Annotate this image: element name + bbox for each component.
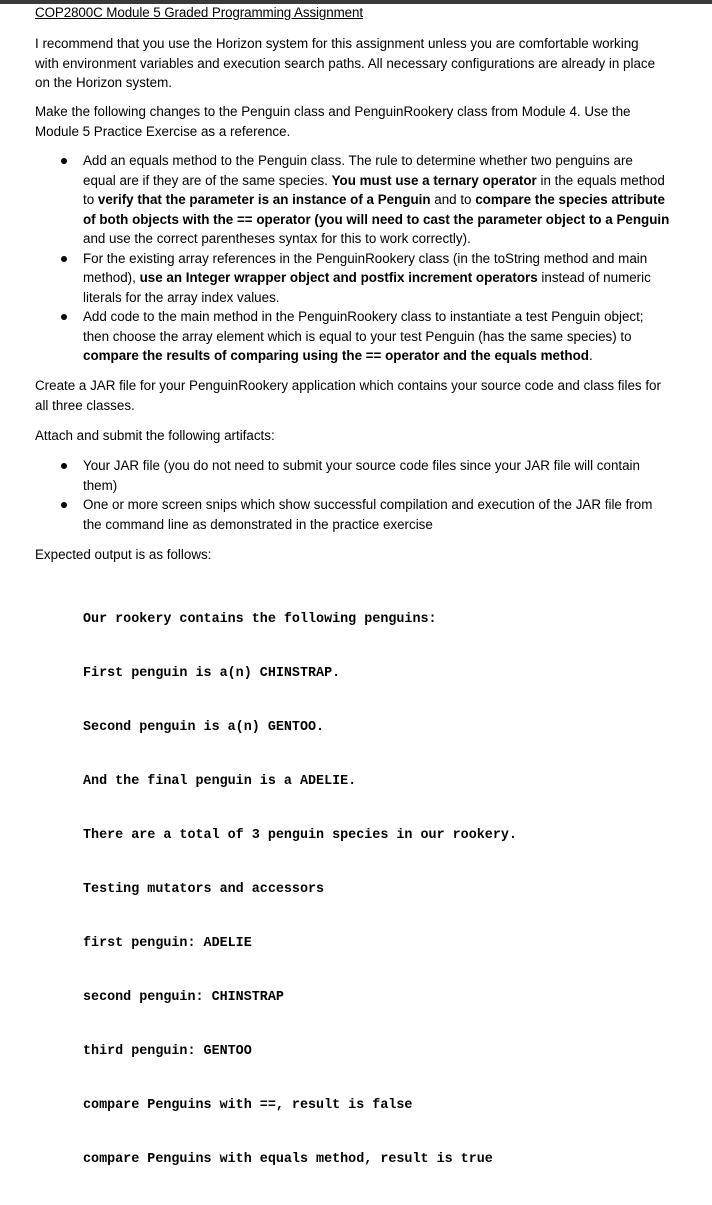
bullet-line: For the existing array references in the PenguinRookery class (in the toString method and main — [83, 250, 648, 266]
bullet-line: One or more screen snips which show successful compilation and execution of the JAR file from — [83, 497, 653, 512]
document-title: COP2800C Module 5 Graded Programming Assignment — [35, 5, 363, 20]
bullet-line: compare the results of comparing using the == operator and the equals method. — [83, 348, 593, 363]
bullet-icon — [61, 463, 67, 469]
bullet-line: the command line as demonstrated in the practice exercise — [83, 516, 433, 532]
bullet-line: them) — [83, 477, 118, 493]
expected-output-block — [83, 575, 517, 1205]
bullet-icon — [61, 314, 67, 320]
bullet-icon — [61, 502, 67, 508]
changes-line: Make the following changes to the Penguin class and PenguinRookery class from Module 4. Use the — [35, 104, 631, 119]
bullet-line: then choose the array element which is equal to your test Penguin (has the same species) to — [83, 328, 632, 344]
intro-line: on the Horizon system. — [35, 75, 172, 90]
output-line: first penguin: ADELIE — [83, 936, 252, 951]
output-line: First penguin is a(n) CHINSTRAP. — [83, 666, 341, 681]
jar-paragraph — [35, 376, 675, 415]
changes-paragraph — [35, 102, 675, 141]
artifacts-list — [0, 456, 712, 534]
list-item — [0, 495, 712, 534]
output-line: Second penguin is a(n) GENTOO. — [83, 720, 325, 735]
output-line: compare Penguins with equals method, result is true — [83, 1152, 493, 1167]
output-line: third penguin: GENTOO — [83, 1044, 252, 1059]
bullet-icon — [61, 158, 67, 164]
output-line: There are a total of 3 penguin species in our rookery. — [83, 828, 517, 843]
bullet-line: method), use an Integer wrapper object and postfix increment operators instead of numeric — [83, 270, 651, 285]
bullet-line: and use the correct parentheses syntax for this to work correctly). — [83, 231, 471, 246]
jar-line: Create a JAR file for your PenguinRookery application which contains your source code and class files for — [35, 378, 661, 393]
bullet-line: of both objects with the == operator (you will need to cast the parameter object to a Penguin — [83, 211, 670, 227]
changes-line: Module 5 Practice Exercise as a reference. — [35, 123, 291, 139]
list-item — [0, 151, 712, 249]
attach-paragraph — [35, 426, 675, 446]
output-line: And the final penguin is a ADELIE. — [83, 774, 357, 789]
jar-line: all three classes. — [35, 397, 135, 413]
intro-line: with environment variables and execution search paths. All necessary configurations are already in place — [35, 55, 656, 71]
attach-line: Attach and submit the following artifacts: — [35, 428, 275, 443]
output-line: second penguin: CHINSTRAP — [83, 990, 284, 1005]
list-item — [0, 456, 712, 495]
expected-paragraph — [35, 545, 675, 565]
list-item — [0, 249, 712, 308]
output-line: compare Penguins with ==, result is false — [83, 1098, 413, 1113]
bullet-line: Add an equals method to the Penguin class. The rule to determine whether two penguins are — [83, 153, 633, 168]
intro-paragraph — [35, 34, 675, 93]
bullet-line: Add code to the main method in the PenguinRookery class to instantiate a test Penguin object; — [83, 309, 644, 324]
bullet-line: Your JAR file (you do not need to submit your source code files since your JAR file will contain — [83, 458, 640, 473]
changes-list — [0, 151, 712, 366]
expected-line: Expected output is as follows: — [35, 547, 212, 562]
list-item — [0, 307, 712, 366]
output-line: Testing mutators and accessors — [83, 882, 325, 897]
intro-line: I recommend that you use the Horizon system for this assignment unless you are comfortable working — [35, 36, 639, 51]
output-line: Our rookery contains the following penguins: — [83, 612, 437, 627]
bullet-icon — [61, 256, 67, 262]
bullet-line: literals for the array index values. — [83, 289, 280, 305]
bullet-line: equal are if they are of the same species. You must use a ternary operator in the equals method — [83, 172, 665, 188]
bullet-line: to verify that the parameter is an instance of a Penguin and to compare the species attribute — [83, 192, 665, 207]
